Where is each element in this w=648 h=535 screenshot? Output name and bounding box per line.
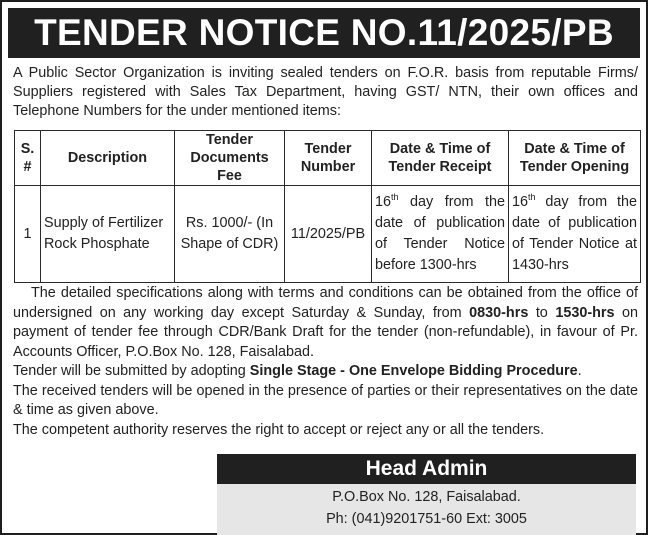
- row-number: 11/2025/PB: [285, 186, 372, 283]
- receipt-day: 16: [375, 194, 392, 210]
- table-header-row: [15, 131, 641, 186]
- table-row: [15, 186, 641, 283]
- opening-day-suffix: th: [528, 192, 536, 203]
- header-fee: Tender Documents Fee: [175, 131, 285, 186]
- row-receipt: [372, 186, 509, 283]
- row-opening: [509, 186, 641, 283]
- opening-day: 16: [512, 194, 529, 210]
- time-to: 1530-hrs: [555, 304, 615, 321]
- items-table: [14, 130, 641, 283]
- receipt-text: day from the date of publication of Tender Notice before 1300-hrs: [375, 194, 505, 273]
- notice-title: TENDER NOTICE NO.11/2025/PB: [8, 8, 640, 58]
- row-fee: Rs. 1000/- (In Shape of CDR): [175, 186, 285, 283]
- row-sno: 1: [15, 186, 41, 283]
- opening-paragraph: The received tenders will be opened in the presence of parties or their representatives on the date & time as given above.: [13, 382, 638, 418]
- receipt-day-suffix: th: [391, 192, 399, 203]
- header-sno: S. #: [15, 131, 41, 186]
- body-text: [13, 284, 638, 440]
- intro-paragraph: A Public Sector Organization is inviting sealed tenders on F.O.R. basis from reputable Firms/ Suppliers registered with Sales Tax Department, having GST/ NTN, their own offices and Telephone Numbers for the under mentioned items:: [13, 65, 638, 119]
- footer-contact: [217, 484, 636, 535]
- header-description: Description: [41, 131, 175, 186]
- header-number: Tender Number: [285, 131, 372, 186]
- spec-text-a: The detailed specifications along with terms and conditions can be obtained from the office of undersigned on any working day except Saturday & Sunday, from: [13, 285, 638, 321]
- header-receipt: Date & Time of Tender Receipt: [372, 131, 509, 186]
- footer-heading: Head Admin: [365, 457, 488, 480]
- footer-address: P.O.Box No. 128, Faisalabad.: [332, 489, 521, 505]
- opening-text: day from the date of publication of Tender Notice at 1430-hrs: [512, 194, 637, 273]
- specifications-paragraph: [13, 284, 638, 362]
- spec-text-to: to: [535, 304, 548, 321]
- row-description: Supply of Fertilizer Rock Phosphate: [41, 186, 175, 283]
- submission-paragraph: Tender will be submitted by adopting Single Stage - One Envelope Bidding Procedure.: [13, 363, 582, 379]
- header-opening: Date & Time of Tender Opening: [509, 131, 641, 186]
- authority-paragraph: The competent authority reserves the right to accept or reject any or all the tenders.: [13, 421, 545, 438]
- time-from: 0830-hrs: [469, 304, 529, 321]
- bidding-procedure: Single Stage - One Envelope Bidding Procedure: [249, 363, 578, 379]
- footer-phone: Ph: (041)9201751-60 Ext: 3005: [326, 511, 527, 527]
- spec-text-b: on payment of tender fee through CDR/Bank Draft for the tender (non-refundable), in favour of Pr. Accounts Officer, P.O.Box No. 128, Faisalabad.: [13, 304, 639, 360]
- submission-text: Tender will be submitted by adopting: [13, 363, 246, 379]
- footer-box: [217, 454, 636, 535]
